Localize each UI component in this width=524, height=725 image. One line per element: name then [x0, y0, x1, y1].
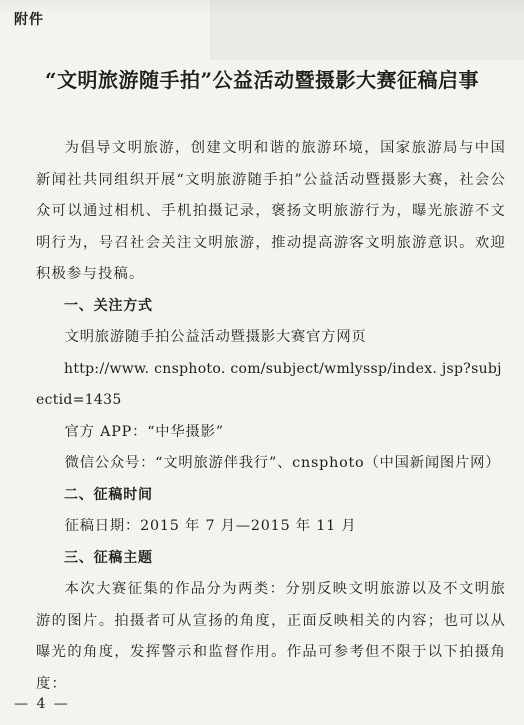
official-app: 官方 APP：“中华摄影”: [64, 423, 224, 440]
theme-paragraph: 本次大赛征集的作品分为两类：分别反映文明旅游以及不文明旅游的图片。拍摄者可从宣扬的角度，正面反映相关的内容；也可以从曝光的角度，发挥警示和监督作用。作品可参考但不限于以下拍摄角度：: [36, 581, 506, 692]
page-number: — 4 —: [14, 696, 70, 712]
document-title: “文明旅游随手拍”公益活动暨摄影大赛征稿启事: [44, 68, 479, 92]
section-heading-time: 二、征稿时间: [64, 486, 153, 503]
document-body: [36, 133, 506, 700]
website-url: http://www. cnsphoto. com/subject/wmlyssp/index. jsp?subjectid=1435: [36, 360, 502, 408]
website-label: 文明旅游随手拍公益活动暨摄影大赛官方网页: [64, 329, 367, 345]
bleed-through-shadow: [210, 0, 524, 60]
section-heading-theme: 三、征稿主题: [64, 549, 153, 566]
attachment-label: 附件: [14, 12, 44, 28]
section-heading-follow: 一、关注方式: [64, 297, 153, 314]
intro-paragraph: 为倡导文明旅游，创建文明和谐的旅游环境，国家旅游局与中国新闻社共同组织开展“文明旅游随手拍”公益活动暨摄影大赛，社会公众可以通过相机、手机拍摄记录，褒扬文明旅游行为，曝光旅游不文明行为，号召社会关注文明旅游，推动提高游客文明旅游意识。欢迎积极参与投稿。: [36, 140, 506, 282]
wechat-accounts: 微信公众号：“文明旅游伴我行”、cnsphoto（中国新闻图片网）: [64, 455, 501, 471]
submission-dates: 征稿日期：2015 年 7 月—2015 年 11 月: [64, 518, 357, 534]
